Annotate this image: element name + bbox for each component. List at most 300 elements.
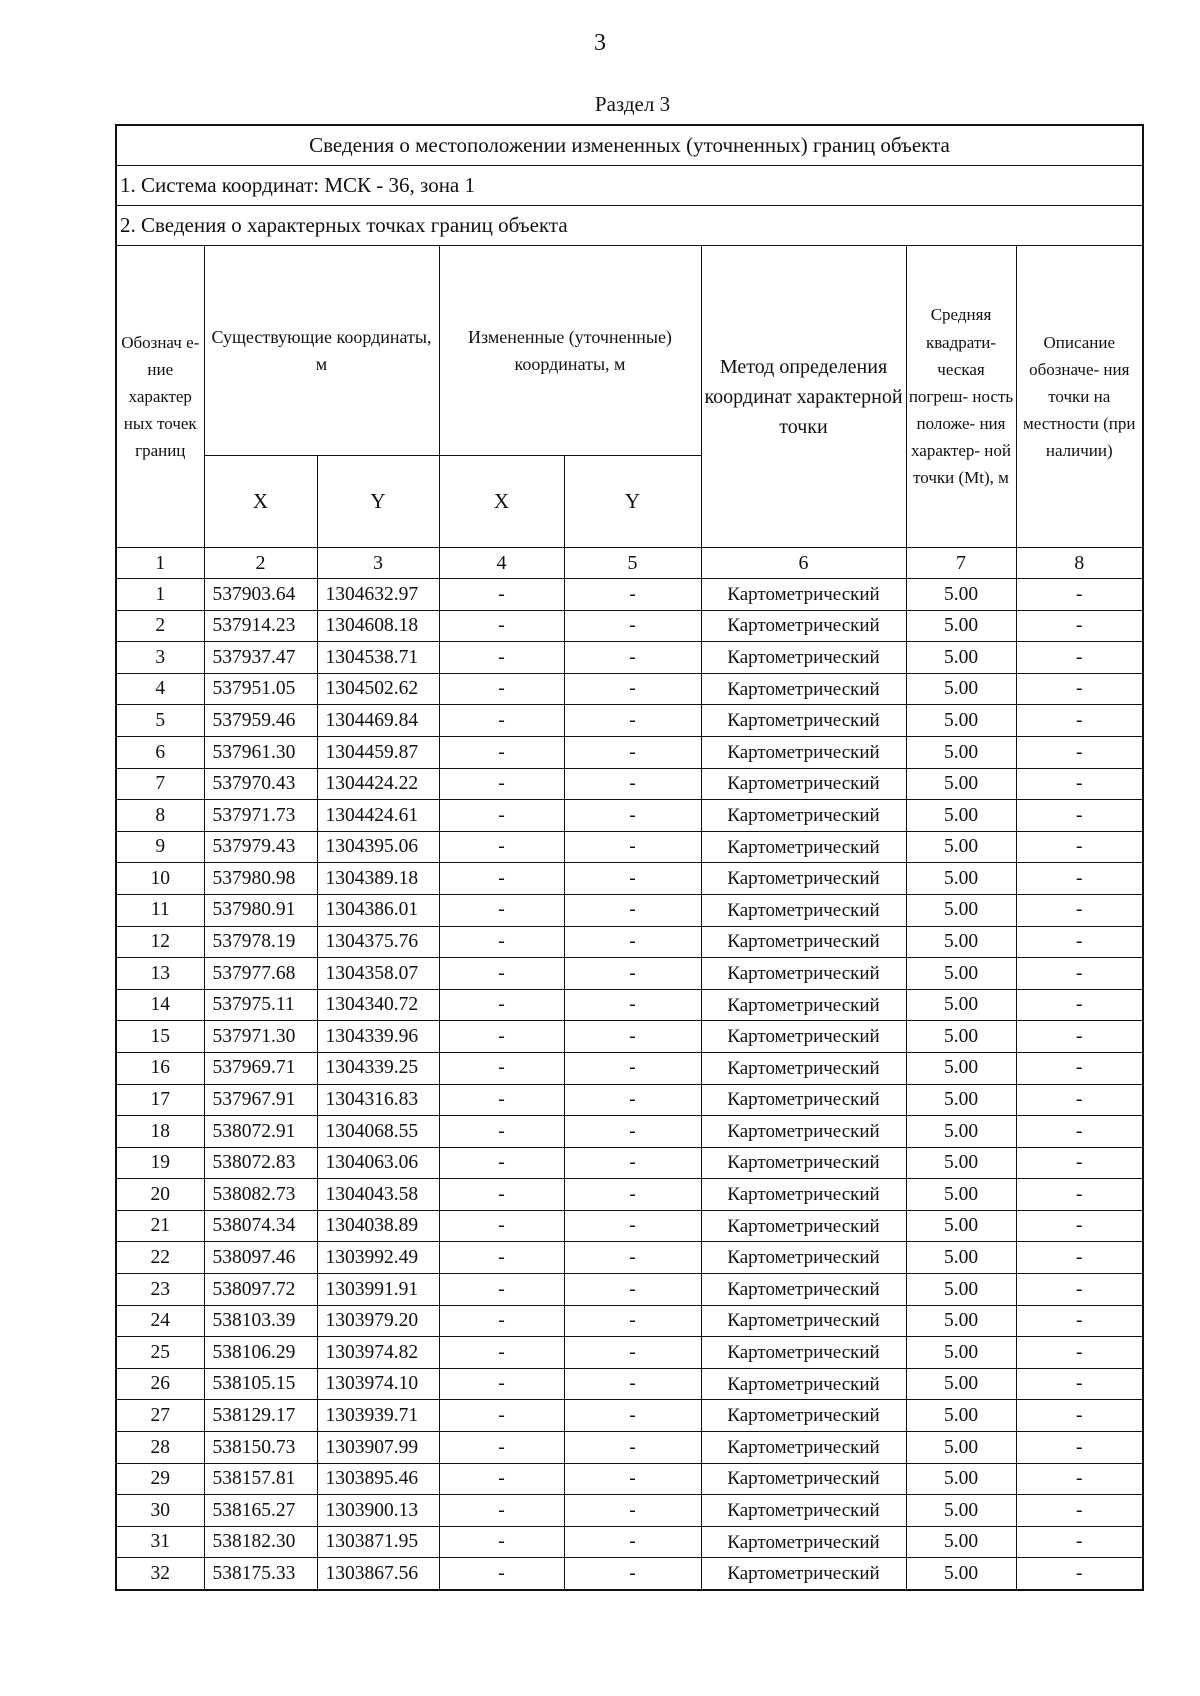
existing-y-cell: 1303939.71 xyxy=(317,1400,439,1432)
table-row xyxy=(116,863,1143,895)
header-changed-coordinates: Измененные (уточненные) координаты, м xyxy=(439,246,701,456)
existing-y-cell: 1304043.58 xyxy=(317,1179,439,1211)
method-cell: Картометрический xyxy=(701,989,906,1021)
rmse-cell: 5.00 xyxy=(906,1432,1016,1464)
existing-x-cell: 538082.73 xyxy=(204,1179,317,1211)
coordinate-system: 1. Система координат: МСК - 36, зона 1 xyxy=(116,166,1143,206)
method-cell: Картометрический xyxy=(701,1558,906,1590)
existing-x-cell: 537975.11 xyxy=(204,989,317,1021)
column-number: 8 xyxy=(1016,548,1143,579)
changed-y-cell: - xyxy=(564,768,701,800)
method-cell: Картометрический xyxy=(701,800,906,832)
changed-x-cell: - xyxy=(439,1305,564,1337)
existing-x-cell: 537978.19 xyxy=(204,926,317,958)
point-number-cell: 27 xyxy=(116,1400,204,1432)
rmse-cell: 5.00 xyxy=(906,1242,1016,1274)
rmse-cell: 5.00 xyxy=(906,768,1016,800)
point-number-cell: 1 xyxy=(116,579,204,611)
changed-x-cell: - xyxy=(439,1368,564,1400)
description-cell: - xyxy=(1016,1495,1143,1527)
method-cell: Картометрический xyxy=(701,1179,906,1211)
rmse-cell: 5.00 xyxy=(906,863,1016,895)
changed-x-cell: - xyxy=(439,1337,564,1369)
description-cell: - xyxy=(1016,1274,1143,1306)
changed-x-cell: - xyxy=(439,958,564,990)
changed-y-cell: - xyxy=(564,1463,701,1495)
existing-x-cell: 538072.91 xyxy=(204,1116,317,1148)
existing-y-cell: 1303871.95 xyxy=(317,1526,439,1558)
changed-y-cell: - xyxy=(564,1116,701,1148)
method-cell: Картометрический xyxy=(701,1463,906,1495)
column-number: 4 xyxy=(439,548,564,579)
method-cell: Картометрический xyxy=(701,1147,906,1179)
point-number-cell: 6 xyxy=(116,736,204,768)
column-number: 3 xyxy=(317,548,439,579)
method-cell: Картометрический xyxy=(701,1368,906,1400)
table-row xyxy=(116,705,1143,737)
column-number: 6 xyxy=(701,548,906,579)
point-number-cell: 28 xyxy=(116,1432,204,1464)
rmse-cell: 5.00 xyxy=(906,1463,1016,1495)
point-number-cell: 18 xyxy=(116,1116,204,1148)
coordinates-table xyxy=(115,124,1144,1591)
description-cell: - xyxy=(1016,863,1143,895)
table-title: Сведения о местоположении измененных (уточненных) границ объекта xyxy=(116,125,1143,166)
description-cell: - xyxy=(1016,1179,1143,1211)
changed-x-cell: - xyxy=(439,800,564,832)
rmse-cell: 5.00 xyxy=(906,736,1016,768)
changed-y-cell: - xyxy=(564,1179,701,1211)
rmse-cell: 5.00 xyxy=(906,800,1016,832)
rmse-cell: 5.00 xyxy=(906,1147,1016,1179)
table-row xyxy=(116,1021,1143,1053)
existing-y-cell: 1303907.99 xyxy=(317,1432,439,1464)
table-row xyxy=(116,1179,1143,1211)
changed-y-cell: - xyxy=(564,1084,701,1116)
existing-y-cell: 1304386.01 xyxy=(317,894,439,926)
method-cell: Картометрический xyxy=(701,1052,906,1084)
changed-y-cell: - xyxy=(564,894,701,926)
rmse-cell: 5.00 xyxy=(906,1558,1016,1590)
changed-y-cell: - xyxy=(564,642,701,674)
rmse-cell: 5.00 xyxy=(906,1210,1016,1242)
method-cell: Картометрический xyxy=(701,831,906,863)
method-cell: Картометрический xyxy=(701,863,906,895)
changed-x-cell: - xyxy=(439,610,564,642)
table-row xyxy=(116,926,1143,958)
rmse-cell: 5.00 xyxy=(906,831,1016,863)
description-cell: - xyxy=(1016,1526,1143,1558)
description-cell: - xyxy=(1016,705,1143,737)
table-row xyxy=(116,736,1143,768)
changed-x-cell: - xyxy=(439,1400,564,1432)
point-number-cell: 22 xyxy=(116,1242,204,1274)
existing-x-cell: 538106.29 xyxy=(204,1337,317,1369)
header-existing-coordinates: Существующие координаты, м xyxy=(204,246,439,456)
changed-y-cell: - xyxy=(564,1274,701,1306)
changed-y-cell: - xyxy=(564,1210,701,1242)
changed-x-cell: - xyxy=(439,1432,564,1464)
rmse-cell: 5.00 xyxy=(906,610,1016,642)
point-number-cell: 21 xyxy=(116,1210,204,1242)
existing-x-cell: 537971.73 xyxy=(204,800,317,832)
rmse-cell: 5.00 xyxy=(906,1495,1016,1527)
table-row xyxy=(116,1432,1143,1464)
table-row xyxy=(116,1305,1143,1337)
changed-x-cell: - xyxy=(439,831,564,863)
method-cell: Картометрический xyxy=(701,958,906,990)
description-cell: - xyxy=(1016,1305,1143,1337)
description-cell: - xyxy=(1016,736,1143,768)
description-cell: - xyxy=(1016,831,1143,863)
changed-y-cell: - xyxy=(564,705,701,737)
description-cell: - xyxy=(1016,1400,1143,1432)
method-cell: Картометрический xyxy=(701,1274,906,1306)
existing-y-cell: 1304424.22 xyxy=(317,768,439,800)
changed-y-cell: - xyxy=(564,673,701,705)
changed-y-cell: - xyxy=(564,1432,701,1464)
existing-y-cell: 1304424.61 xyxy=(317,800,439,832)
description-cell: - xyxy=(1016,1116,1143,1148)
description-cell: - xyxy=(1016,579,1143,611)
point-number-cell: 31 xyxy=(116,1526,204,1558)
existing-x-cell: 538105.15 xyxy=(204,1368,317,1400)
header-changed-y: Y xyxy=(564,456,701,548)
point-number-cell: 3 xyxy=(116,642,204,674)
existing-y-cell: 1303867.56 xyxy=(317,1558,439,1590)
table-row xyxy=(116,642,1143,674)
table-row xyxy=(116,1526,1143,1558)
changed-y-cell: - xyxy=(564,831,701,863)
description-cell: - xyxy=(1016,1147,1143,1179)
changed-y-cell: - xyxy=(564,579,701,611)
existing-y-cell: 1304389.18 xyxy=(317,863,439,895)
description-cell: - xyxy=(1016,926,1143,958)
point-number-cell: 7 xyxy=(116,768,204,800)
table-row xyxy=(116,1558,1143,1590)
table-row xyxy=(116,1495,1143,1527)
existing-x-cell: 537980.91 xyxy=(204,894,317,926)
header-rmse: Средняя квадрати- ческая погреш- ность положе- ния характер- ной точки (Mt), м xyxy=(906,246,1016,548)
page-number: 3 xyxy=(594,30,606,56)
changed-y-cell: - xyxy=(564,1337,701,1369)
table-row xyxy=(116,673,1143,705)
existing-y-cell: 1304469.84 xyxy=(317,705,439,737)
existing-x-cell: 537979.43 xyxy=(204,831,317,863)
existing-x-cell: 538072.83 xyxy=(204,1147,317,1179)
method-cell: Картометрический xyxy=(701,673,906,705)
changed-x-cell: - xyxy=(439,1526,564,1558)
changed-y-cell: - xyxy=(564,1147,701,1179)
description-cell: - xyxy=(1016,1558,1143,1590)
changed-x-cell: - xyxy=(439,926,564,958)
description-cell: - xyxy=(1016,1337,1143,1369)
method-cell: Картометрический xyxy=(701,1242,906,1274)
method-cell: Картометрический xyxy=(701,579,906,611)
rmse-cell: 5.00 xyxy=(906,705,1016,737)
existing-y-cell: 1303900.13 xyxy=(317,1495,439,1527)
existing-x-cell: 538175.33 xyxy=(204,1558,317,1590)
changed-x-cell: - xyxy=(439,1052,564,1084)
column-numbers-row xyxy=(116,548,1143,579)
table-row xyxy=(116,1274,1143,1306)
point-number-cell: 20 xyxy=(116,1179,204,1211)
changed-x-cell: - xyxy=(439,1242,564,1274)
existing-y-cell: 1304316.83 xyxy=(317,1084,439,1116)
existing-y-cell: 1304632.97 xyxy=(317,579,439,611)
description-cell: - xyxy=(1016,1210,1143,1242)
point-number-cell: 5 xyxy=(116,705,204,737)
table-row xyxy=(116,1147,1143,1179)
header-description: Описание обозначе- ния точки на местности (при наличии) xyxy=(1016,246,1143,548)
point-number-cell: 26 xyxy=(116,1368,204,1400)
changed-y-cell: - xyxy=(564,1242,701,1274)
existing-y-cell: 1304375.76 xyxy=(317,926,439,958)
changed-x-cell: - xyxy=(439,736,564,768)
point-number-cell: 16 xyxy=(116,1052,204,1084)
existing-x-cell: 537961.30 xyxy=(204,736,317,768)
existing-x-cell: 537971.30 xyxy=(204,1021,317,1053)
point-number-cell: 24 xyxy=(116,1305,204,1337)
changed-x-cell: - xyxy=(439,673,564,705)
table-row xyxy=(116,1368,1143,1400)
description-cell: - xyxy=(1016,958,1143,990)
point-number-cell: 2 xyxy=(116,610,204,642)
existing-y-cell: 1303991.91 xyxy=(317,1274,439,1306)
changed-y-cell: - xyxy=(564,1526,701,1558)
changed-x-cell: - xyxy=(439,1147,564,1179)
table-row xyxy=(116,1242,1143,1274)
existing-y-cell: 1304038.89 xyxy=(317,1210,439,1242)
changed-x-cell: - xyxy=(439,1463,564,1495)
point-number-cell: 11 xyxy=(116,894,204,926)
description-cell: - xyxy=(1016,642,1143,674)
description-cell: - xyxy=(1016,673,1143,705)
existing-y-cell: 1303974.10 xyxy=(317,1368,439,1400)
existing-y-cell: 1304502.62 xyxy=(317,673,439,705)
column-number: 7 xyxy=(906,548,1016,579)
description-cell: - xyxy=(1016,1368,1143,1400)
changed-y-cell: - xyxy=(564,958,701,990)
changed-x-cell: - xyxy=(439,579,564,611)
existing-x-cell: 537977.68 xyxy=(204,958,317,990)
table-row xyxy=(116,1116,1143,1148)
table-row xyxy=(116,1400,1143,1432)
method-cell: Картометрический xyxy=(701,1400,906,1432)
table-row xyxy=(116,1210,1143,1242)
rmse-cell: 5.00 xyxy=(906,1116,1016,1148)
header-existing-y: Y xyxy=(317,456,439,548)
point-number-cell: 13 xyxy=(116,958,204,990)
table-row xyxy=(116,1084,1143,1116)
method-cell: Картометрический xyxy=(701,1337,906,1369)
points-body xyxy=(116,579,1143,1591)
existing-x-cell: 538097.72 xyxy=(204,1274,317,1306)
column-number: 5 xyxy=(564,548,701,579)
rmse-cell: 5.00 xyxy=(906,1084,1016,1116)
table-row xyxy=(116,958,1143,990)
existing-x-cell: 537937.47 xyxy=(204,642,317,674)
table-row xyxy=(116,831,1143,863)
existing-x-cell: 537914.23 xyxy=(204,610,317,642)
table-row xyxy=(116,894,1143,926)
column-number: 2 xyxy=(204,548,317,579)
changed-x-cell: - xyxy=(439,1179,564,1211)
header-changed-x: X xyxy=(439,456,564,548)
table-row xyxy=(116,610,1143,642)
existing-y-cell: 1304339.25 xyxy=(317,1052,439,1084)
existing-y-cell: 1303992.49 xyxy=(317,1242,439,1274)
method-cell: Картометрический xyxy=(701,1495,906,1527)
changed-x-cell: - xyxy=(439,863,564,895)
point-number-cell: 29 xyxy=(116,1463,204,1495)
changed-y-cell: - xyxy=(564,1368,701,1400)
rmse-cell: 5.00 xyxy=(906,989,1016,1021)
changed-x-cell: - xyxy=(439,1558,564,1590)
existing-x-cell: 538074.34 xyxy=(204,1210,317,1242)
changed-x-cell: - xyxy=(439,768,564,800)
existing-y-cell: 1304538.71 xyxy=(317,642,439,674)
point-number-cell: 30 xyxy=(116,1495,204,1527)
table-row xyxy=(116,1052,1143,1084)
section-title: Раздел 3 xyxy=(594,92,671,116)
rmse-cell: 5.00 xyxy=(906,1400,1016,1432)
existing-x-cell: 537967.91 xyxy=(204,1084,317,1116)
description-cell: - xyxy=(1016,768,1143,800)
changed-y-cell: - xyxy=(564,1400,701,1432)
method-cell: Картометрический xyxy=(701,705,906,737)
method-cell: Картометрический xyxy=(701,1021,906,1053)
rmse-cell: 5.00 xyxy=(906,1368,1016,1400)
rmse-cell: 5.00 xyxy=(906,894,1016,926)
existing-x-cell: 537951.05 xyxy=(204,673,317,705)
existing-y-cell: 1303895.46 xyxy=(317,1463,439,1495)
description-cell: - xyxy=(1016,1021,1143,1053)
column-number: 1 xyxy=(116,548,204,579)
table-row xyxy=(116,1463,1143,1495)
changed-x-cell: - xyxy=(439,1084,564,1116)
method-cell: Картометрический xyxy=(701,1084,906,1116)
point-number-cell: 10 xyxy=(116,863,204,895)
description-cell: - xyxy=(1016,800,1143,832)
existing-x-cell: 538165.27 xyxy=(204,1495,317,1527)
existing-x-cell: 537970.43 xyxy=(204,768,317,800)
changed-y-cell: - xyxy=(564,1305,701,1337)
existing-y-cell: 1304063.06 xyxy=(317,1147,439,1179)
table-row xyxy=(116,1337,1143,1369)
changed-x-cell: - xyxy=(439,1116,564,1148)
changed-y-cell: - xyxy=(564,1052,701,1084)
rmse-cell: 5.00 xyxy=(906,1526,1016,1558)
rmse-cell: 5.00 xyxy=(906,958,1016,990)
rmse-cell: 5.00 xyxy=(906,1337,1016,1369)
description-cell: - xyxy=(1016,1084,1143,1116)
point-number-cell: 19 xyxy=(116,1147,204,1179)
description-cell: - xyxy=(1016,610,1143,642)
changed-y-cell: - xyxy=(564,1558,701,1590)
method-cell: Картометрический xyxy=(701,642,906,674)
existing-y-cell: 1303979.20 xyxy=(317,1305,439,1337)
existing-x-cell: 538150.73 xyxy=(204,1432,317,1464)
point-number-cell: 25 xyxy=(116,1337,204,1369)
changed-y-cell: - xyxy=(564,989,701,1021)
method-cell: Картометрический xyxy=(701,894,906,926)
changed-x-cell: - xyxy=(439,1274,564,1306)
description-cell: - xyxy=(1016,1052,1143,1084)
existing-y-cell: 1304459.87 xyxy=(317,736,439,768)
existing-y-cell: 1303974.82 xyxy=(317,1337,439,1369)
changed-x-cell: - xyxy=(439,1021,564,1053)
point-number-cell: 17 xyxy=(116,1084,204,1116)
existing-y-cell: 1304358.07 xyxy=(317,958,439,990)
point-number-cell: 15 xyxy=(116,1021,204,1053)
rmse-cell: 5.00 xyxy=(906,673,1016,705)
description-cell: - xyxy=(1016,1432,1143,1464)
description-cell: - xyxy=(1016,989,1143,1021)
rmse-cell: 5.00 xyxy=(906,1021,1016,1053)
method-cell: Картометрический xyxy=(701,1305,906,1337)
point-number-cell: 12 xyxy=(116,926,204,958)
point-number-cell: 4 xyxy=(116,673,204,705)
changed-y-cell: - xyxy=(564,863,701,895)
table-row xyxy=(116,989,1143,1021)
existing-x-cell: 538097.46 xyxy=(204,1242,317,1274)
point-number-cell: 32 xyxy=(116,1558,204,1590)
existing-y-cell: 1304068.55 xyxy=(317,1116,439,1148)
changed-x-cell: - xyxy=(439,894,564,926)
point-number-cell: 23 xyxy=(116,1274,204,1306)
existing-x-cell: 538129.17 xyxy=(204,1400,317,1432)
existing-x-cell: 537959.46 xyxy=(204,705,317,737)
header-existing-x: X xyxy=(204,456,317,548)
method-cell: Картометрический xyxy=(701,610,906,642)
existing-x-cell: 537903.64 xyxy=(204,579,317,611)
points-heading: 2. Сведения о характерных точках границ объекта xyxy=(116,206,1143,246)
existing-y-cell: 1304395.06 xyxy=(317,831,439,863)
description-cell: - xyxy=(1016,1463,1143,1495)
changed-y-cell: - xyxy=(564,800,701,832)
existing-x-cell: 537969.71 xyxy=(204,1052,317,1084)
existing-y-cell: 1304340.72 xyxy=(317,989,439,1021)
point-number-cell: 9 xyxy=(116,831,204,863)
rmse-cell: 5.00 xyxy=(906,1274,1016,1306)
changed-x-cell: - xyxy=(439,1210,564,1242)
existing-x-cell: 538182.30 xyxy=(204,1526,317,1558)
existing-x-cell: 537980.98 xyxy=(204,863,317,895)
point-number-cell: 8 xyxy=(116,800,204,832)
method-cell: Картометрический xyxy=(701,1116,906,1148)
existing-y-cell: 1304339.96 xyxy=(317,1021,439,1053)
rmse-cell: 5.00 xyxy=(906,1179,1016,1211)
method-cell: Картометрический xyxy=(701,926,906,958)
method-cell: Картометрический xyxy=(701,1210,906,1242)
description-cell: - xyxy=(1016,1242,1143,1274)
changed-y-cell: - xyxy=(564,926,701,958)
changed-x-cell: - xyxy=(439,705,564,737)
changed-x-cell: - xyxy=(439,1495,564,1527)
method-cell: Картометрический xyxy=(701,736,906,768)
changed-x-cell: - xyxy=(439,642,564,674)
point-number-cell: 14 xyxy=(116,989,204,1021)
changed-x-cell: - xyxy=(439,989,564,1021)
method-cell: Картометрический xyxy=(701,1432,906,1464)
rmse-cell: 5.00 xyxy=(906,1305,1016,1337)
rmse-cell: 5.00 xyxy=(906,642,1016,674)
table-row xyxy=(116,768,1143,800)
existing-x-cell: 538157.81 xyxy=(204,1463,317,1495)
method-cell: Картометрический xyxy=(701,1526,906,1558)
changed-y-cell: - xyxy=(564,1495,701,1527)
